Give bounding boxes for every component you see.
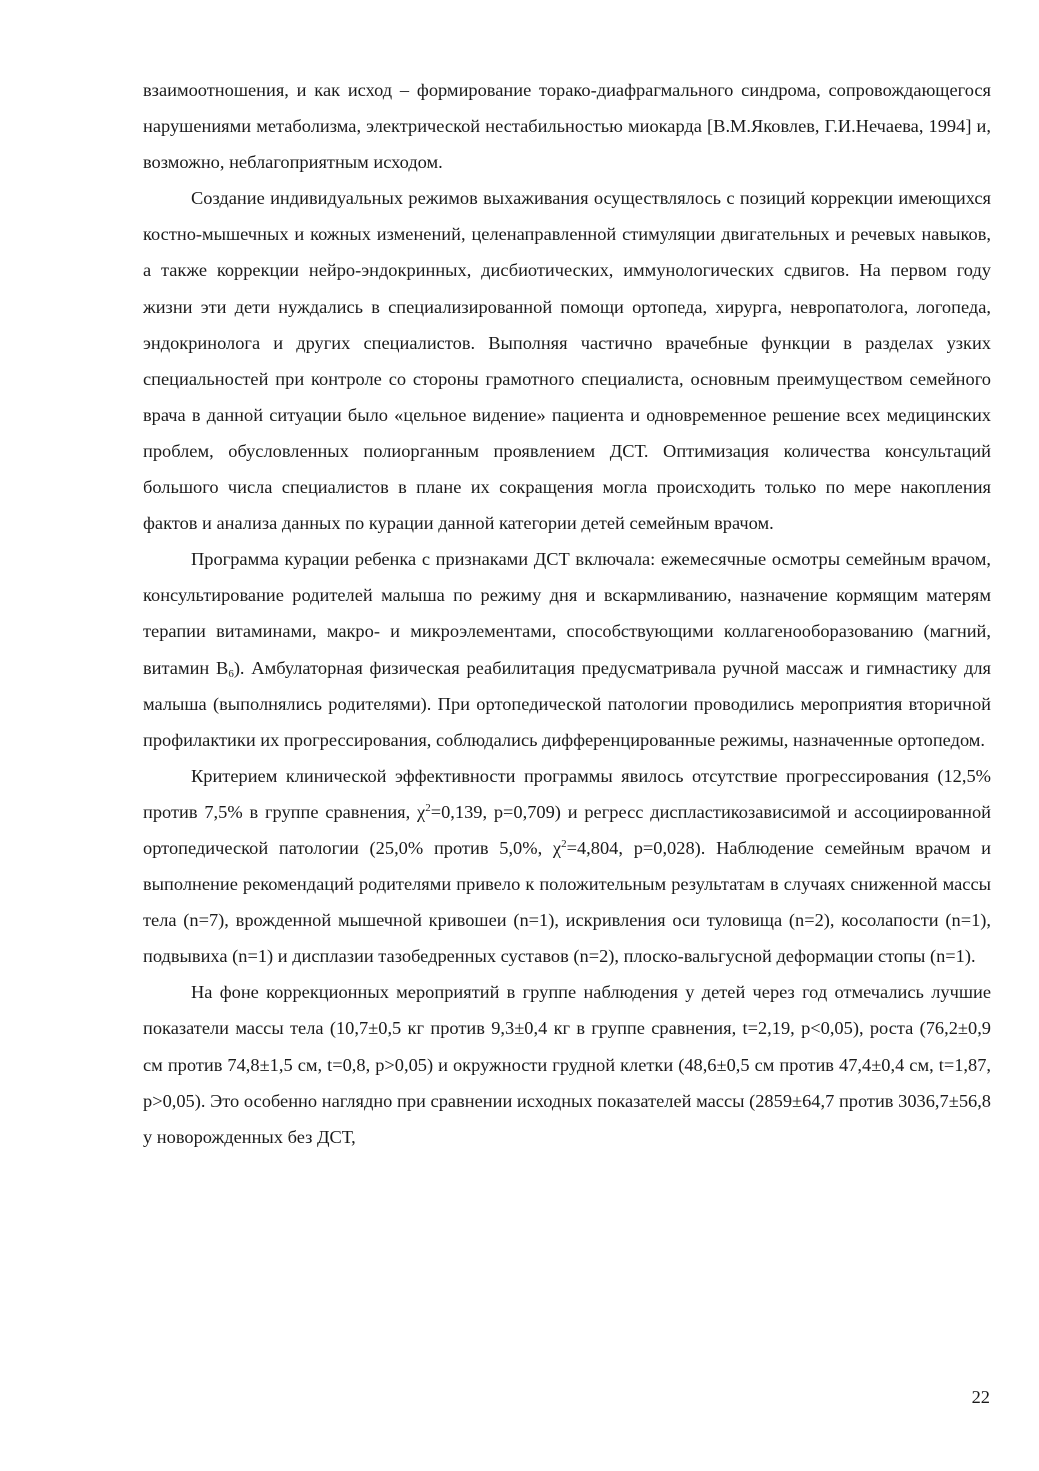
- text-run: Критерием клинической эффективности программы явилось отсутствие прогрессирования (12,5% против 7,5% в группе сравнения, χ: [143, 765, 991, 822]
- paragraph: [143, 974, 991, 1154]
- superscript: 2: [561, 837, 567, 850]
- text-run: =0,139, р=0,709) и регресс диспластикозависимой и ассоциированной ортопедической патологии (25,0% против 5,0%, χ: [143, 801, 991, 858]
- paragraph: [143, 541, 991, 758]
- paragraph: [143, 180, 991, 541]
- document-body: [143, 72, 991, 1155]
- subscript: 6: [228, 667, 234, 680]
- paragraph: [143, 72, 991, 180]
- text-run: =4,804, р=0,028). Наблюдение семейным врачом и выполнение рекомендаций родителями привело к положительным результатам в случаях сниженной массы тела (n=7), врожденной мышечной кривошеи (n=1), искривления оси туловища (n=2), косолапости (n=1), подвывиха (n=1) и дисплазии тазобедренных суставов (n=2), плоско-вальгусной деформации стопы (n=1).: [143, 837, 991, 967]
- text-run: Создание индивидуальных режимов выхаживания осуществлялось с позиций коррекции имеющихся костно-мышечных и кожных изменений, целенаправленной стимуляции двигательных и речевых навыков, а также коррекции нейро-эндокринных, дисбиотических, иммунологических сдвигов. На первом году жизни эти дети нуждались в специализированной помощи ортопеда, хирурга, невропатолога, логопеда, эндокринолога и других специалистов. Выполняя частично врачебные функции в разделах узких специальностей при контроле со стороны грамотного специалиста, основным преимуществом семейного врача в данной ситуации было «цельное видение» пациента и одновременное решение всех медицинских проблем, обусловленных полиорганным проявлением ДСТ. Оптимизация количества консультаций большого числа специалистов в плане их сокращения могла происходить только по мере накопления фактов и анализа данных по курации данной категории детей семейным врачом.: [143, 188, 991, 534]
- text-run: ). Амбулаторная физическая реабилитация предусматривала ручной массаж и гимнастику для малыша (выполнялись родителями). При ортопедической патологии проводились мероприятия вторичной профилактики их прогрессирования, соблюдались дифференцированные режимы, назначенные ортопедом.: [143, 657, 992, 750]
- paragraph: [143, 758, 991, 975]
- superscript: 2: [425, 801, 431, 814]
- text-run: На фоне коррекционных мероприятий в группе наблюдения у детей через год отмечались лучшие показатели массы тела (10,7±0,5 кг против 9,3±0,4 кг в группе сравнения, t=2,19, p<0,05), роста (76,2±0,9 см против 74,8±1,5 см, t=0,8, p>0,05) и окружности грудной клетки (48,6±0,5 см против 47,4±0,4 см, t=1,87, p>0,05). Это особенно наглядно при сравнении исходных показателей массы (2859±64,7 против 3036,7±56,8 у новорожденных без ДСТ,: [143, 982, 991, 1147]
- text-run: взаимоотношения, и как исход – формирование торако-диафрагмального синдрома, сопровождающегося нарушениями метаболизма, электрической нестабильностью миокарда [В.М.Яковлев, Г.И.Нечаева, 1994] и, возможно, неблагоприятным исходом.: [143, 80, 991, 173]
- page-number: 22: [971, 1387, 990, 1407]
- text-run: Программа курации ребенка с признаками ДСТ включала: ежемесячные осмотры семейным врачом, консультирование родителей малыша по режиму дня и вскармливанию, назначение кормящим матерям терапии витаминами, макро- и микроэлементами, способствующими коллагенооборазованию (магний, витамин В: [143, 549, 991, 678]
